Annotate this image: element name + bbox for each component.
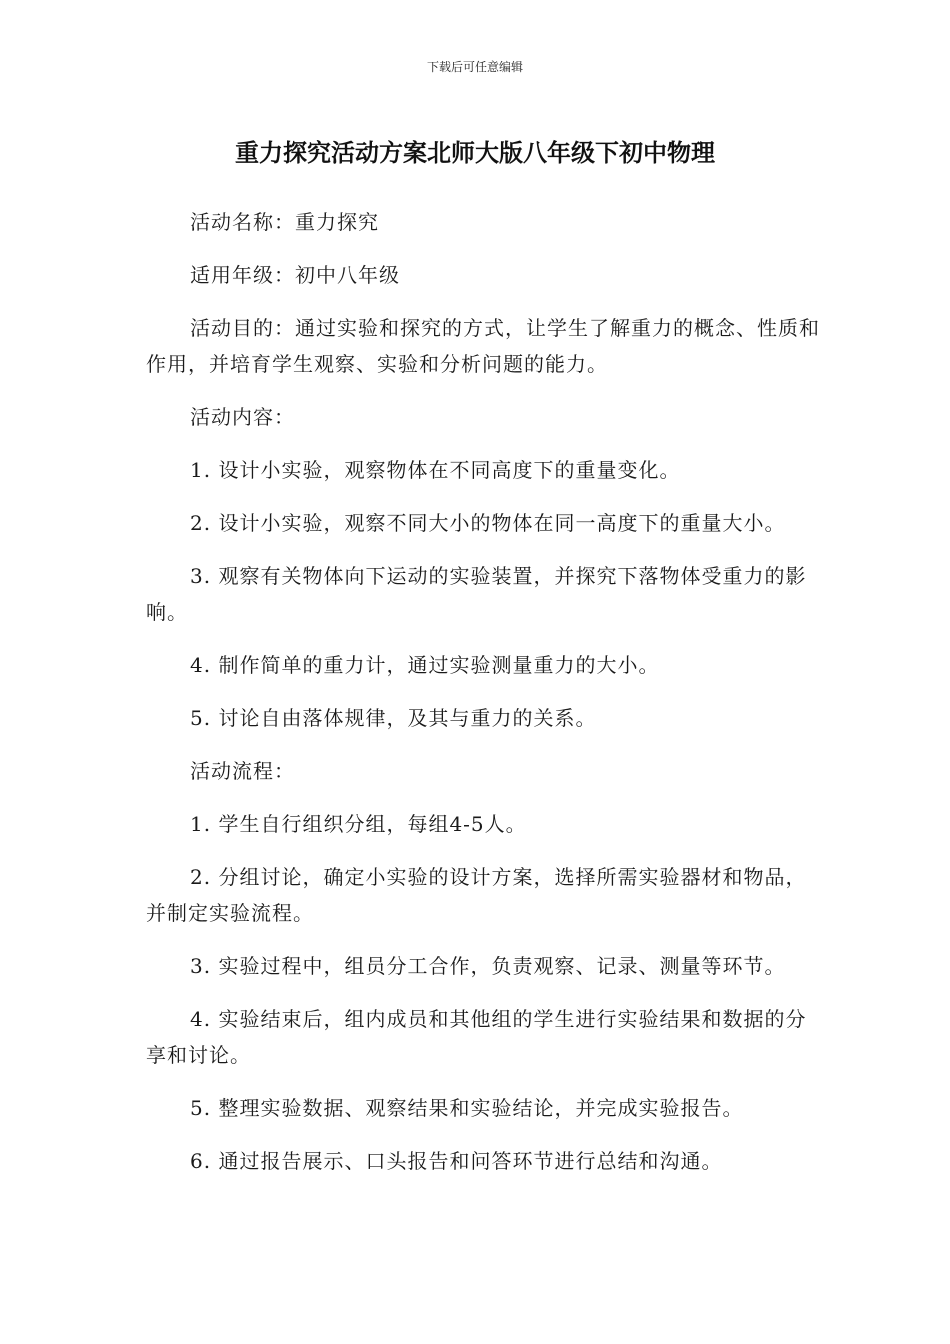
activity-name: 活动名称：重力探究 (190, 210, 379, 234)
content-list (146, 452, 826, 736)
content-item: 3. 观察有关物体向下运动的实验装置，并探究下落物体受重力的影响。 (146, 564, 807, 624)
grade-level: 适用年级：初中八年级 (190, 263, 400, 287)
content-item: 2. 设计小实验，观察不同大小的物体在同一高度下的重量大小。 (190, 511, 786, 535)
process-list (146, 806, 826, 1179)
process-heading: 活动流程： (190, 759, 295, 783)
content-item: 4. 制作简单的重力计，通过实验测量重力的大小。 (190, 653, 660, 677)
process-item: 5. 整理实验数据、观察结果和实验结论，并完成实验报告。 (190, 1096, 744, 1120)
content-heading: 活动内容： (190, 405, 295, 429)
content-item: 5. 讨论自由落体规律，及其与重力的关系。 (190, 706, 597, 730)
process-item: 4. 实验结束后，组内成员和其他组的学生进行实验结果和数据的分享和讨论。 (146, 1007, 807, 1067)
content-item: 1. 设计小实验，观察物体在不同高度下的重量变化。 (190, 458, 681, 482)
process-item: 1. 学生自行组织分组，每组4-5人。 (190, 812, 527, 836)
header-note: 下载后可任意编辑 (426, 60, 523, 74)
document-title: 重力探究活动方案北师大版八年级下初中物理 (235, 139, 715, 167)
document-body (146, 204, 826, 1196)
process-item: 2. 分组讨论，确定小实验的设计方案，选择所需实验器材和物品，并制定实验流程。 (146, 865, 807, 925)
activity-purpose: 活动目的：通过实验和探究的方式，让学生了解重力的概念、性质和作用，并培育学生观察、实验和分析问题的能力。 (146, 316, 820, 376)
process-item: 3. 实验过程中，组员分工合作，负责观察、记录、测量等环节。 (190, 954, 786, 978)
process-item: 6. 通过报告展示、口头报告和问答环节进行总结和沟通。 (190, 1149, 723, 1173)
